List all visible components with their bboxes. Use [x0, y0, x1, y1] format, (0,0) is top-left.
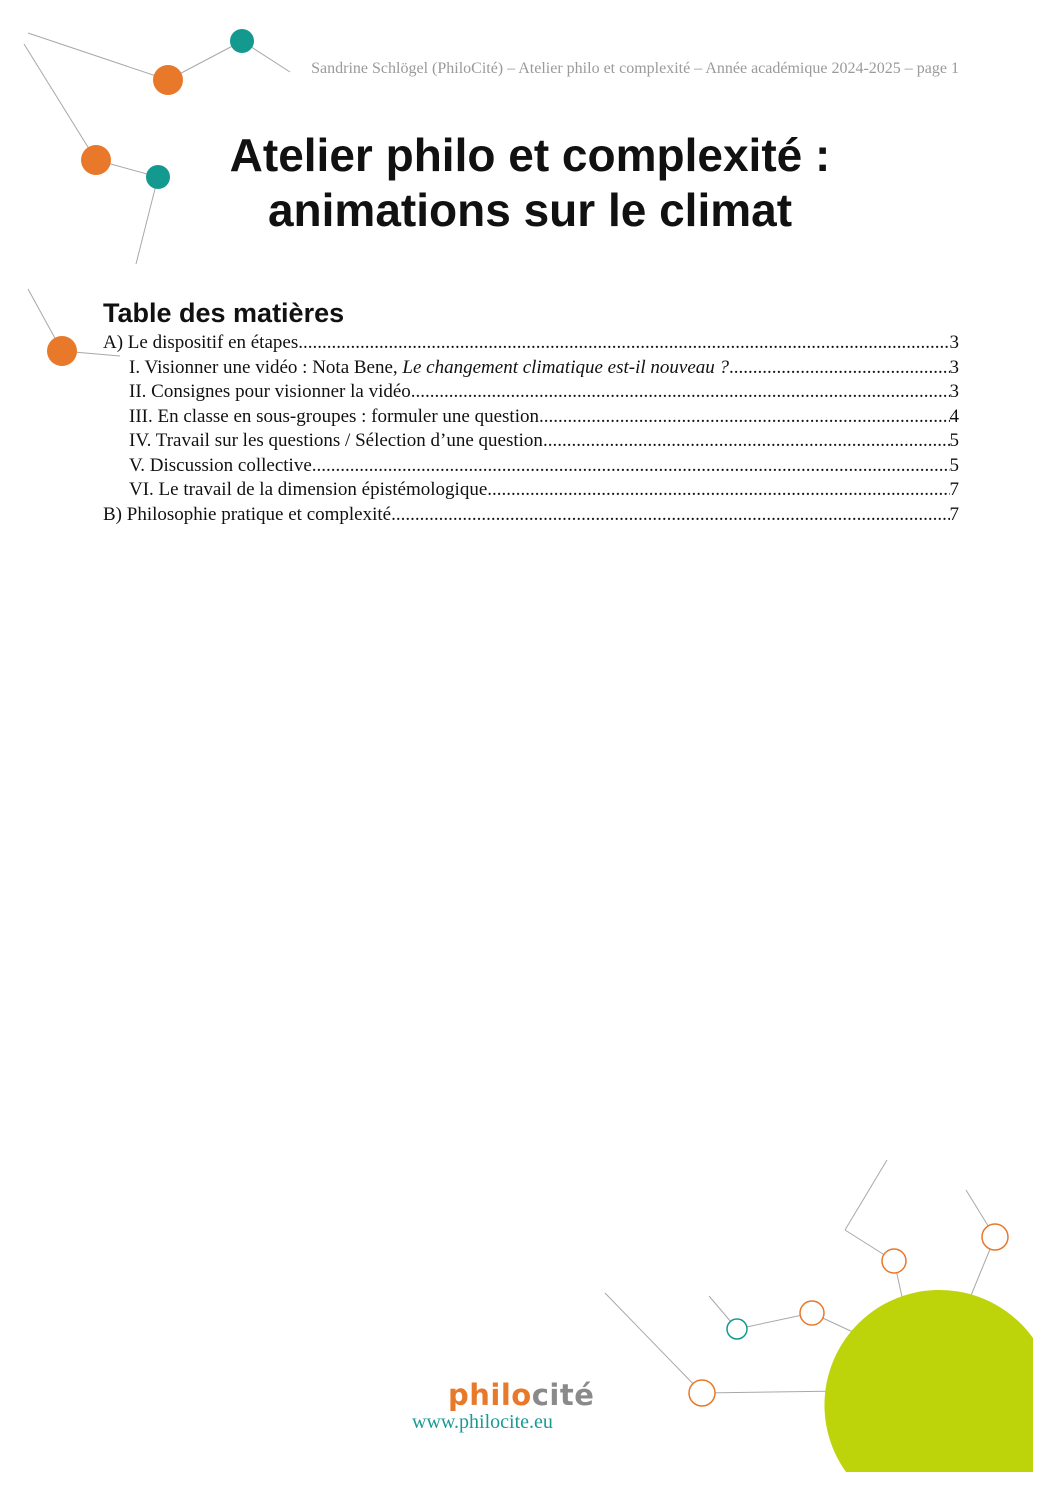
running-header: Sandrine Schlögel (PhiloCité) – Atelier philo et complexité – Année académique 2024-2025 – page 1	[311, 60, 959, 77]
toc-entry-page: 3	[949, 381, 959, 402]
logo-part-cite: cité	[531, 1378, 595, 1412]
toc-entry[interactable]	[103, 380, 959, 405]
toc-entry-title: IV. Travail sur les questions / Sélection d’une question	[129, 430, 543, 451]
toc-entry[interactable]	[103, 478, 959, 503]
toc-leader-dots	[391, 503, 949, 528]
title-line-1: Atelier philo et complexité :	[229, 129, 831, 181]
toc-entry-title-prefix: I. Visionner une vidéo : Nota Bene,	[129, 356, 403, 378]
table-of-contents	[103, 296, 959, 527]
logo-part-philo: philo	[448, 1378, 532, 1412]
video-title-italic: Le changement climatique est-il nouveau ?	[402, 356, 730, 378]
toc-leader-dots	[487, 478, 949, 503]
toc-leader-dots	[543, 429, 950, 454]
lime-sun-shape	[824, 1290, 1033, 1472]
toc-entry-title	[129, 356, 729, 381]
toc-leader-dots	[312, 454, 950, 479]
toc-entry[interactable]	[103, 454, 959, 479]
toc-entry-title: II. Consignes pour visionner la vidéo	[129, 381, 411, 402]
toc-entry[interactable]	[103, 331, 959, 356]
orange-ring	[689, 1380, 715, 1406]
toc-leader-dots	[729, 356, 949, 381]
toc-entry-page: 7	[949, 503, 959, 525]
toc-leader-dots	[411, 380, 950, 405]
document-title	[160, 128, 900, 238]
orange-ring	[982, 1224, 1008, 1250]
toc-entry-page: 7	[949, 479, 959, 500]
toc-entry-page: 3	[949, 356, 959, 378]
toc-entry-title: A) Le dispositif en étapes	[103, 332, 299, 353]
orange-ring	[882, 1249, 906, 1273]
toc-heading: Table des matières	[103, 298, 345, 328]
toc-entry[interactable]	[103, 356, 959, 381]
toc-entry-title: VI. Le travail de la dimension épistémologique	[129, 479, 488, 500]
title-line-2: animations sur le climat	[267, 184, 793, 236]
toc-entry-page: 5	[949, 430, 959, 451]
orange-dot	[153, 65, 183, 95]
toc-entry-title: V. Discussion collective	[129, 454, 312, 476]
orange-ring	[800, 1301, 824, 1325]
toc-leader-dots	[298, 331, 949, 356]
teal-dot	[230, 29, 254, 53]
toc-entry-title: III. En classe en sous-groupes : formuler une question	[129, 405, 539, 427]
toc-entry[interactable]	[103, 503, 959, 528]
toc-entry-page: 5	[949, 454, 959, 476]
orange-dot	[81, 145, 111, 175]
toc-entry[interactable]	[103, 429, 959, 454]
toc-leader-dots	[539, 405, 950, 430]
philocite-logo	[448, 1378, 594, 1412]
teal-ring	[727, 1319, 747, 1339]
toc-entry-page: 3	[949, 332, 959, 353]
toc-entry[interactable]	[103, 405, 959, 430]
toc-entry-page: 4	[949, 405, 959, 427]
website-link[interactable]: www.philocite.eu	[412, 1411, 553, 1433]
orange-dot	[47, 336, 77, 366]
toc-entry-title: B) Philosophie pratique et complexité	[103, 503, 392, 525]
